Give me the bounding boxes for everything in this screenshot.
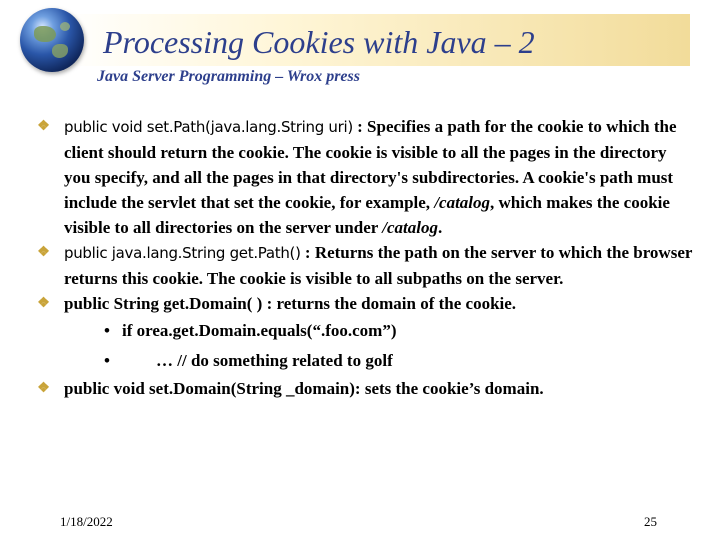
bullet-item-get-domain: [34, 291, 694, 316]
sub-bullet-item: [34, 316, 694, 346]
footer-date: 1/18/2022: [60, 514, 113, 529]
bullet-text: , which makes the cookie visible to all directories on the server under: [64, 193, 670, 237]
bullet-item-set-path: [34, 114, 694, 240]
diamond-bullet-icon: ❖: [37, 296, 50, 311]
sub-bullet-text: if orea.get.Domain.equals(“.foo.com”): [122, 321, 397, 340]
diamond-bullet-icon: ❖: [37, 119, 50, 134]
globe-icon: [20, 8, 84, 72]
slide-subtitle: Java Server Programming – Wrox press: [97, 68, 360, 85]
bullet-text: : Specifies a path for the cookie to which the client should return the cookie. The cookie is visible to all the pages in the directory you specify, and all the pages in that directory's subdirectories. A cookie's path must include the servlet that set the cookie, for example,: [64, 117, 677, 212]
bullet-item-set-domain: [34, 376, 694, 401]
bullet-list: [34, 114, 694, 401]
slide-number: 25: [644, 514, 657, 529]
sub-bullet-marker: •: [104, 351, 110, 370]
bullet-text: .: [437, 218, 443, 237]
path-example: /catalog: [382, 218, 438, 237]
sub-bullet-text: … // do something related to golf: [156, 351, 393, 370]
diamond-bullet-icon: ❖: [37, 381, 50, 396]
path-example: /catalog: [434, 193, 491, 212]
diamond-bullet-icon: ❖: [37, 245, 50, 260]
sub-bullet-item: [34, 346, 694, 376]
bullet-item-get-path: [34, 240, 694, 291]
bullet-text: public String get.Domain( ) : returns the domain of the cookie.: [64, 294, 517, 313]
sub-bullet-marker: •: [104, 321, 110, 340]
method-signature: public java.lang.String get.Path(): [64, 244, 301, 262]
bullet-text: : Returns the path on the server to which the browser returns this cookie. The cookie is visible to all subpaths on the server.: [64, 243, 693, 288]
method-signature: public void set.Path(java.lang.String uri): [64, 118, 353, 136]
slide-title: Processing Cookies with Java – 2: [103, 24, 535, 60]
bullet-text: public void set.Domain(String _domain): sets the cookie’s domain.: [64, 379, 544, 398]
